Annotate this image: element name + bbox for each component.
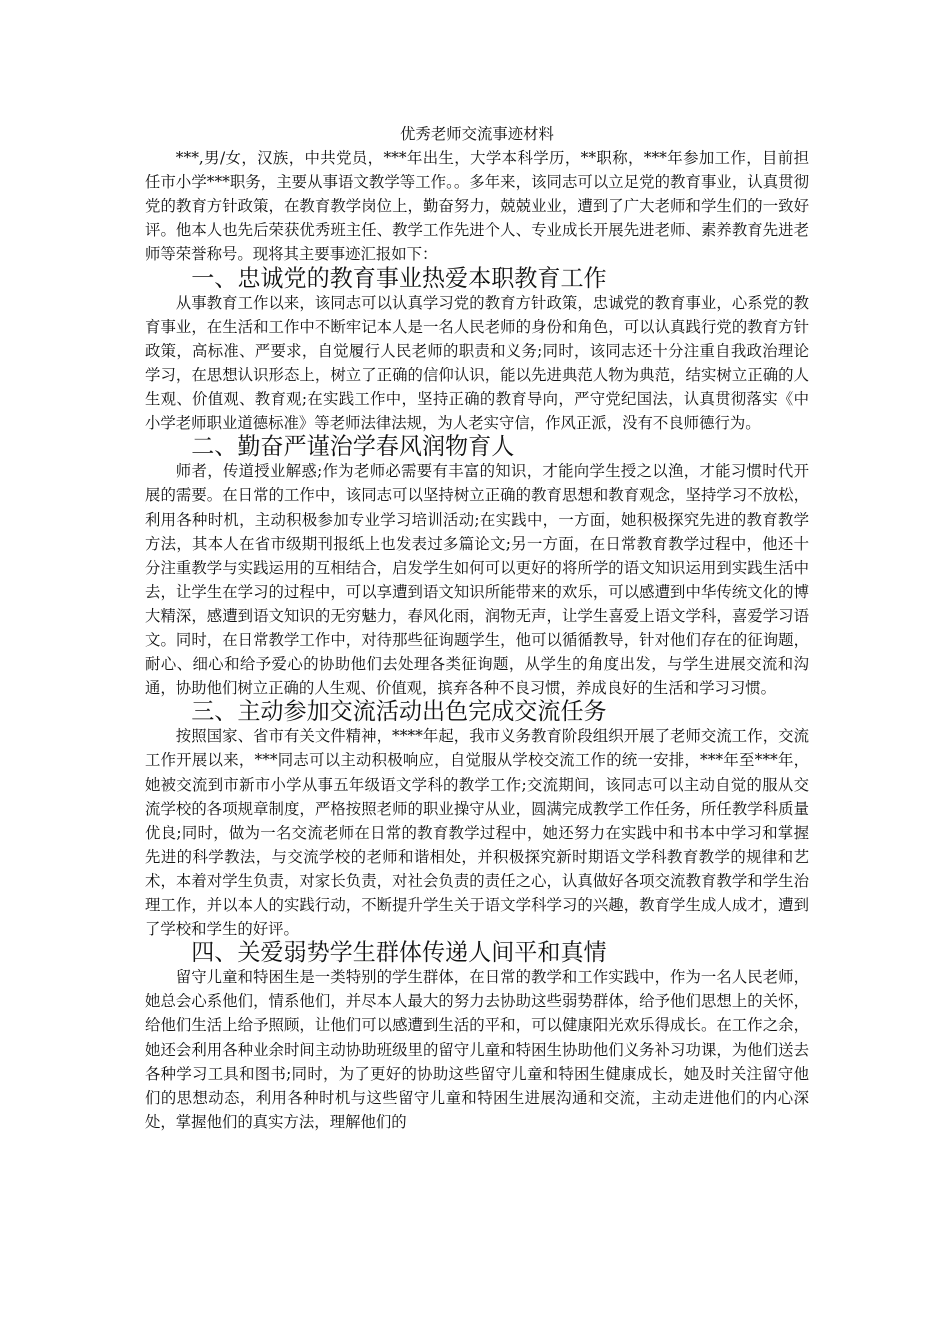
intro-paragraph: ***,男/女，汉族，中共党员，***年出生，大学本科学历，**职称，***年参加工作，目前担任市小学***职务，主要从事语文教学等工作。。多年来，该同志可以立足党的教育事业，认真贯彻党的教育方针政策，在教育教学岗位上，勤奋努力，兢兢业业，遭到了广大老师和学生们的一致好评。他本人也先后荣获优秀班主任、教学工作先进个人、专业成长开展先进老师、素养教育先进老师等荣誉称号。现将其主要事迹汇报如下： <box>145 149 809 264</box>
section-body-1: 从事教育工作以来，该同志可以认真学习党的教育方针政策，忠诚党的教育事业，心系党的教育事业，在生活和工作中不断牢记本人是一名人民老师的身份和角色，可以认真践行党的教育方针政策，高标准、严要求，自觉履行人民老师的职责和义务;同时，该同志还十分注重自我政治理论学习，在思想认识形态上，树立了正确的信仰认识，能以先进典范人物为典范，结实树立正确的人生观、价值观、教育观;在实践工作中，坚持正确的教育导向，严守党纪国法，认真贯彻落实《中小学老师职业道德标准》等老师法律法规，为人老实守信，作风正派，没有不良师德行为。 <box>145 293 809 433</box>
section-heading-2: 二、勤奋严谨治学春风润物育人 <box>191 434 515 461</box>
section-body-3: 按照国家、省市有关文件精神，****年起，我市义务教育阶段组织开展了老师交流工作，交流工作开展以来，***同志可以主动积极响应，自觉服从学校交流工作的统一安排，***年至***年，她被交流到市新市小学从事五年级语文学科的教学工作;交流期间，该同志可以主动自觉的服从交流学校的各项规章制度，严格按照老师的职业操守从业，圆满完成教学工作任务，所任教学科质量优良;同时，做为一名交流老师在日常的教育教学过程中，她还努力在实践中和书本中学习和掌握先进的科学教法，与交流学校的老师和谐相处，并积极探究新时期语文学科教育教学的规律和艺术，本着对学生负责，对家长负责，对社会负责的责任之心，认真做好各项交流教育教学和学生治理工作，并以本人的实践行动，不断提升学生关于语文学科学习的兴趣，教育学生成人成才，遭到了学校和学生的好评。 <box>145 727 809 939</box>
document-page <box>145 122 809 1134</box>
section-heading-3: 三、主动参加交流活动出色完成交流任务 <box>191 699 607 726</box>
section-body-2: 师者，传道授业解惑;作为老师必需要有丰富的知识，才能向学生授之以渔，才能习惯时代开展的需要。在日常的工作中，该同志可以坚持树立正确的教育思想和教育观念，坚持学习不放松，利用各种时机，主动积极参加专业学习培训活动;在实践中，一方面，她积极探究先进的教育教学方法，其本人在省市级期刊报纸上也发表过多篇论文;另一方面，在日常教育教学过程中，他还十分注重教学与实践运用的互相结合，启发学生如何可以更好的将所学的语文知识运用到实践生活中去，让学生在学习的过程中，可以享遭到语文知识所能带来的欢乐，可以感遭到中华传统文化的博大精深，感遭到语文知识的无穷魅力，春风化雨，润物无声，让学生喜爱上语文学科，喜爱学习语文。同时，在日常教学工作中，对待那些征询题学生，他可以循循教导，针对他们存在的征询题，耐心、细心和给予爱心的协助他们去处理各类征询题，从学生的角度出发，与学生进展交流和沟通，协助他们树立正确的人生观、价值观，摈弃各种不良习惯，养成良好的生活和学习习惯。 <box>145 462 809 698</box>
section-body-4: 留守儿童和特困生是一类特别的学生群体，在日常的教学和工作实践中，作为一名人民老师，她总会心系他们，情系他们，并尽本人最大的努力去协助这些弱势群体，给予他们思想上的关怀，给他们生活上给予照顾，让他们可以感遭到生活的平和，可以健康阳光欢乐得成长。在工作之余，她还会利用各种业余时间主动协助班级里的留守儿童和特困生协助他们义务补习功课，为他们送去各种学习工具和图书;同时，为了更好的协助这些留守儿童和特困生健康成长，她及时关注留守他们的思想动态，利用各种时机与这些留守儿童和特困生进展沟通和交流，主动走进他们的内心深处，掌握他们的真实方法，理解他们的 <box>145 968 809 1131</box>
section-heading-4: 四、关爱弱势学生群体传递人间平和真情 <box>191 940 607 967</box>
section-heading-1: 一、忠诚党的教育事业热爱本职教育工作 <box>191 265 607 292</box>
document-title: 优秀老师交流事迹材料 <box>400 125 554 143</box>
